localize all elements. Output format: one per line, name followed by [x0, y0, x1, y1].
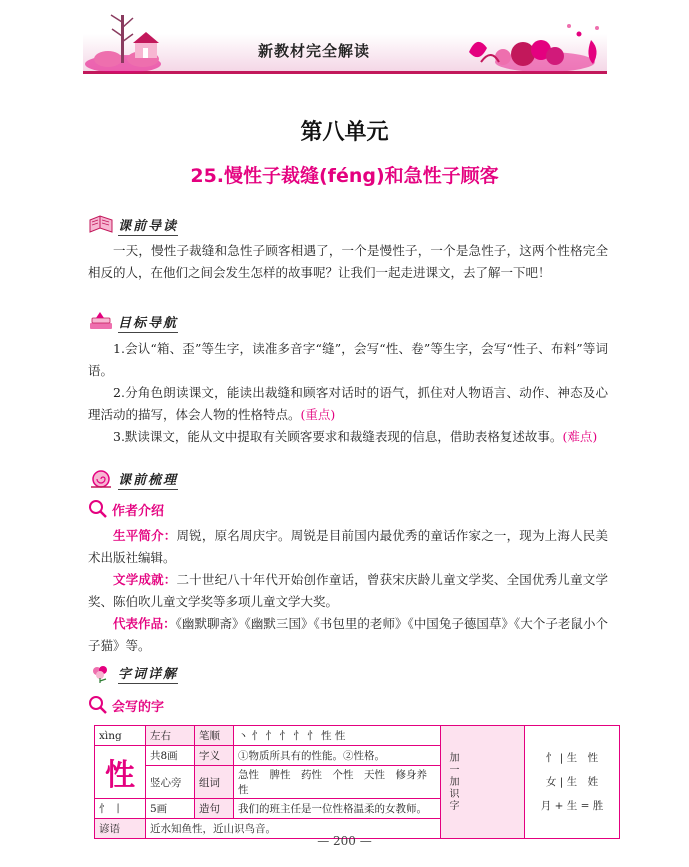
- goal-item-2: 2.分角色朗读课文，能读出裁缝和顾客对话时的语气，抓住对人物语言、动作、神态及心理活动的描写，体会人物的性格特点。(重点): [88, 385, 608, 422]
- book-icon: [88, 214, 114, 236]
- meaning-cell: ①物质所具有的性能。②性格。: [234, 746, 441, 766]
- structure-cell: 左右: [146, 726, 195, 746]
- page-number: — 200 —: [317, 834, 372, 848]
- section-heading-words: [88, 660, 178, 686]
- group-words-label: 组词: [195, 766, 234, 799]
- snail-icon: [88, 468, 114, 490]
- sentence-cell: 我们的班主任是一位性格温柔的女教师。: [234, 799, 441, 819]
- add-char-row: 忄 | 生 性: [545, 752, 599, 764]
- meaning-label: 字义: [195, 746, 234, 766]
- section-heading-review: [88, 466, 178, 492]
- proverb-cell: 近水知鱼性，近山识鸟音。: [146, 819, 441, 839]
- radical-cell: 竖心旁: [146, 766, 195, 799]
- sentence-label: 造句: [195, 799, 234, 819]
- difficulty-tag: (难点): [562, 429, 598, 444]
- preview-text: 一天，慢性子裁缝和急性子顾客相遇了，一个是慢性子，一个是急性子，这两个性格完全相反的人，在他们之间会发生怎样的故事呢？让我们一起走进课文，去了解一下吧！: [88, 243, 608, 280]
- radical-chars-cell: 忄 丨: [95, 799, 146, 819]
- stroke-count-cell: 共8画: [146, 746, 195, 766]
- section-label: 目标导航: [118, 312, 178, 333]
- header-title: 新教材完全解读: [258, 42, 371, 60]
- books-icon: [88, 311, 114, 333]
- magnifier-icon: [88, 499, 108, 519]
- subheading-author: 作者介绍: [88, 498, 164, 520]
- author-achievements: 文学成就：二十世纪八十年代开始创作童话，曾获宋庆龄儿童文学奖、全国优秀儿童文学奖、陈伯吹儿童文学奖等多项儿童文学大奖。: [88, 572, 608, 609]
- section-label: 字词详解: [118, 663, 178, 684]
- goal-item-3: 3.默读课文，能从文中提取有关顾客要求和裁缝表现的信息，借助表格复述故事。(难点): [113, 429, 598, 444]
- add-char-row: 女 | 生 姓: [545, 776, 599, 788]
- key-point-tag: (重点): [300, 407, 336, 422]
- magnifier-icon: [88, 695, 108, 715]
- stroke-order-label: 笔顺: [195, 726, 234, 746]
- subheading-write-chars: 会写的字: [88, 694, 164, 716]
- flower-icon: [88, 662, 114, 684]
- stroke-order-cell: 丶 忄 忄 忄 忄 忄 性 性: [234, 726, 441, 746]
- group-words-cell: 急性 脾性 药性 个性 天性 修身养性: [234, 766, 441, 799]
- author-works: 代表作品：《幽默聊斋》《幽默三国》《书包里的老师》《中国兔子德国草》《大个子老鼠小个子猫》等。: [88, 616, 608, 653]
- add-char-cell: [525, 726, 620, 839]
- author-bio: 生平简介：周锐，原名周庆宇。周锐是目前国内最优秀的童话作家之一，现为上海人民美术出版社编辑。: [88, 528, 608, 565]
- lesson-title: 25.慢性子裁缝(féng)和急性子顾客: [190, 165, 499, 187]
- radical-strokes-cell: 5画: [146, 799, 195, 819]
- big-character: 性: [95, 746, 146, 799]
- section-label: 课前导读: [118, 215, 178, 236]
- add-char-row: 月 + 生 = 胜: [540, 800, 604, 812]
- add-char-heading: 加一加识字: [441, 726, 525, 839]
- proverb-label: 谚语: [95, 819, 146, 839]
- unit-title: 第八单元: [300, 119, 389, 145]
- section-heading-preview: [88, 212, 178, 238]
- pinyin-cell: xìng: [95, 726, 146, 746]
- section-heading-goals: [88, 309, 178, 335]
- goal-item-1: 1.会认“箱、歪”等生字，读准多音字“缝”，会写“性、卷”等生字，会写“性子、布料”等词语。: [88, 341, 608, 378]
- character-table: [94, 725, 620, 839]
- section-label: 课前梳理: [118, 469, 178, 490]
